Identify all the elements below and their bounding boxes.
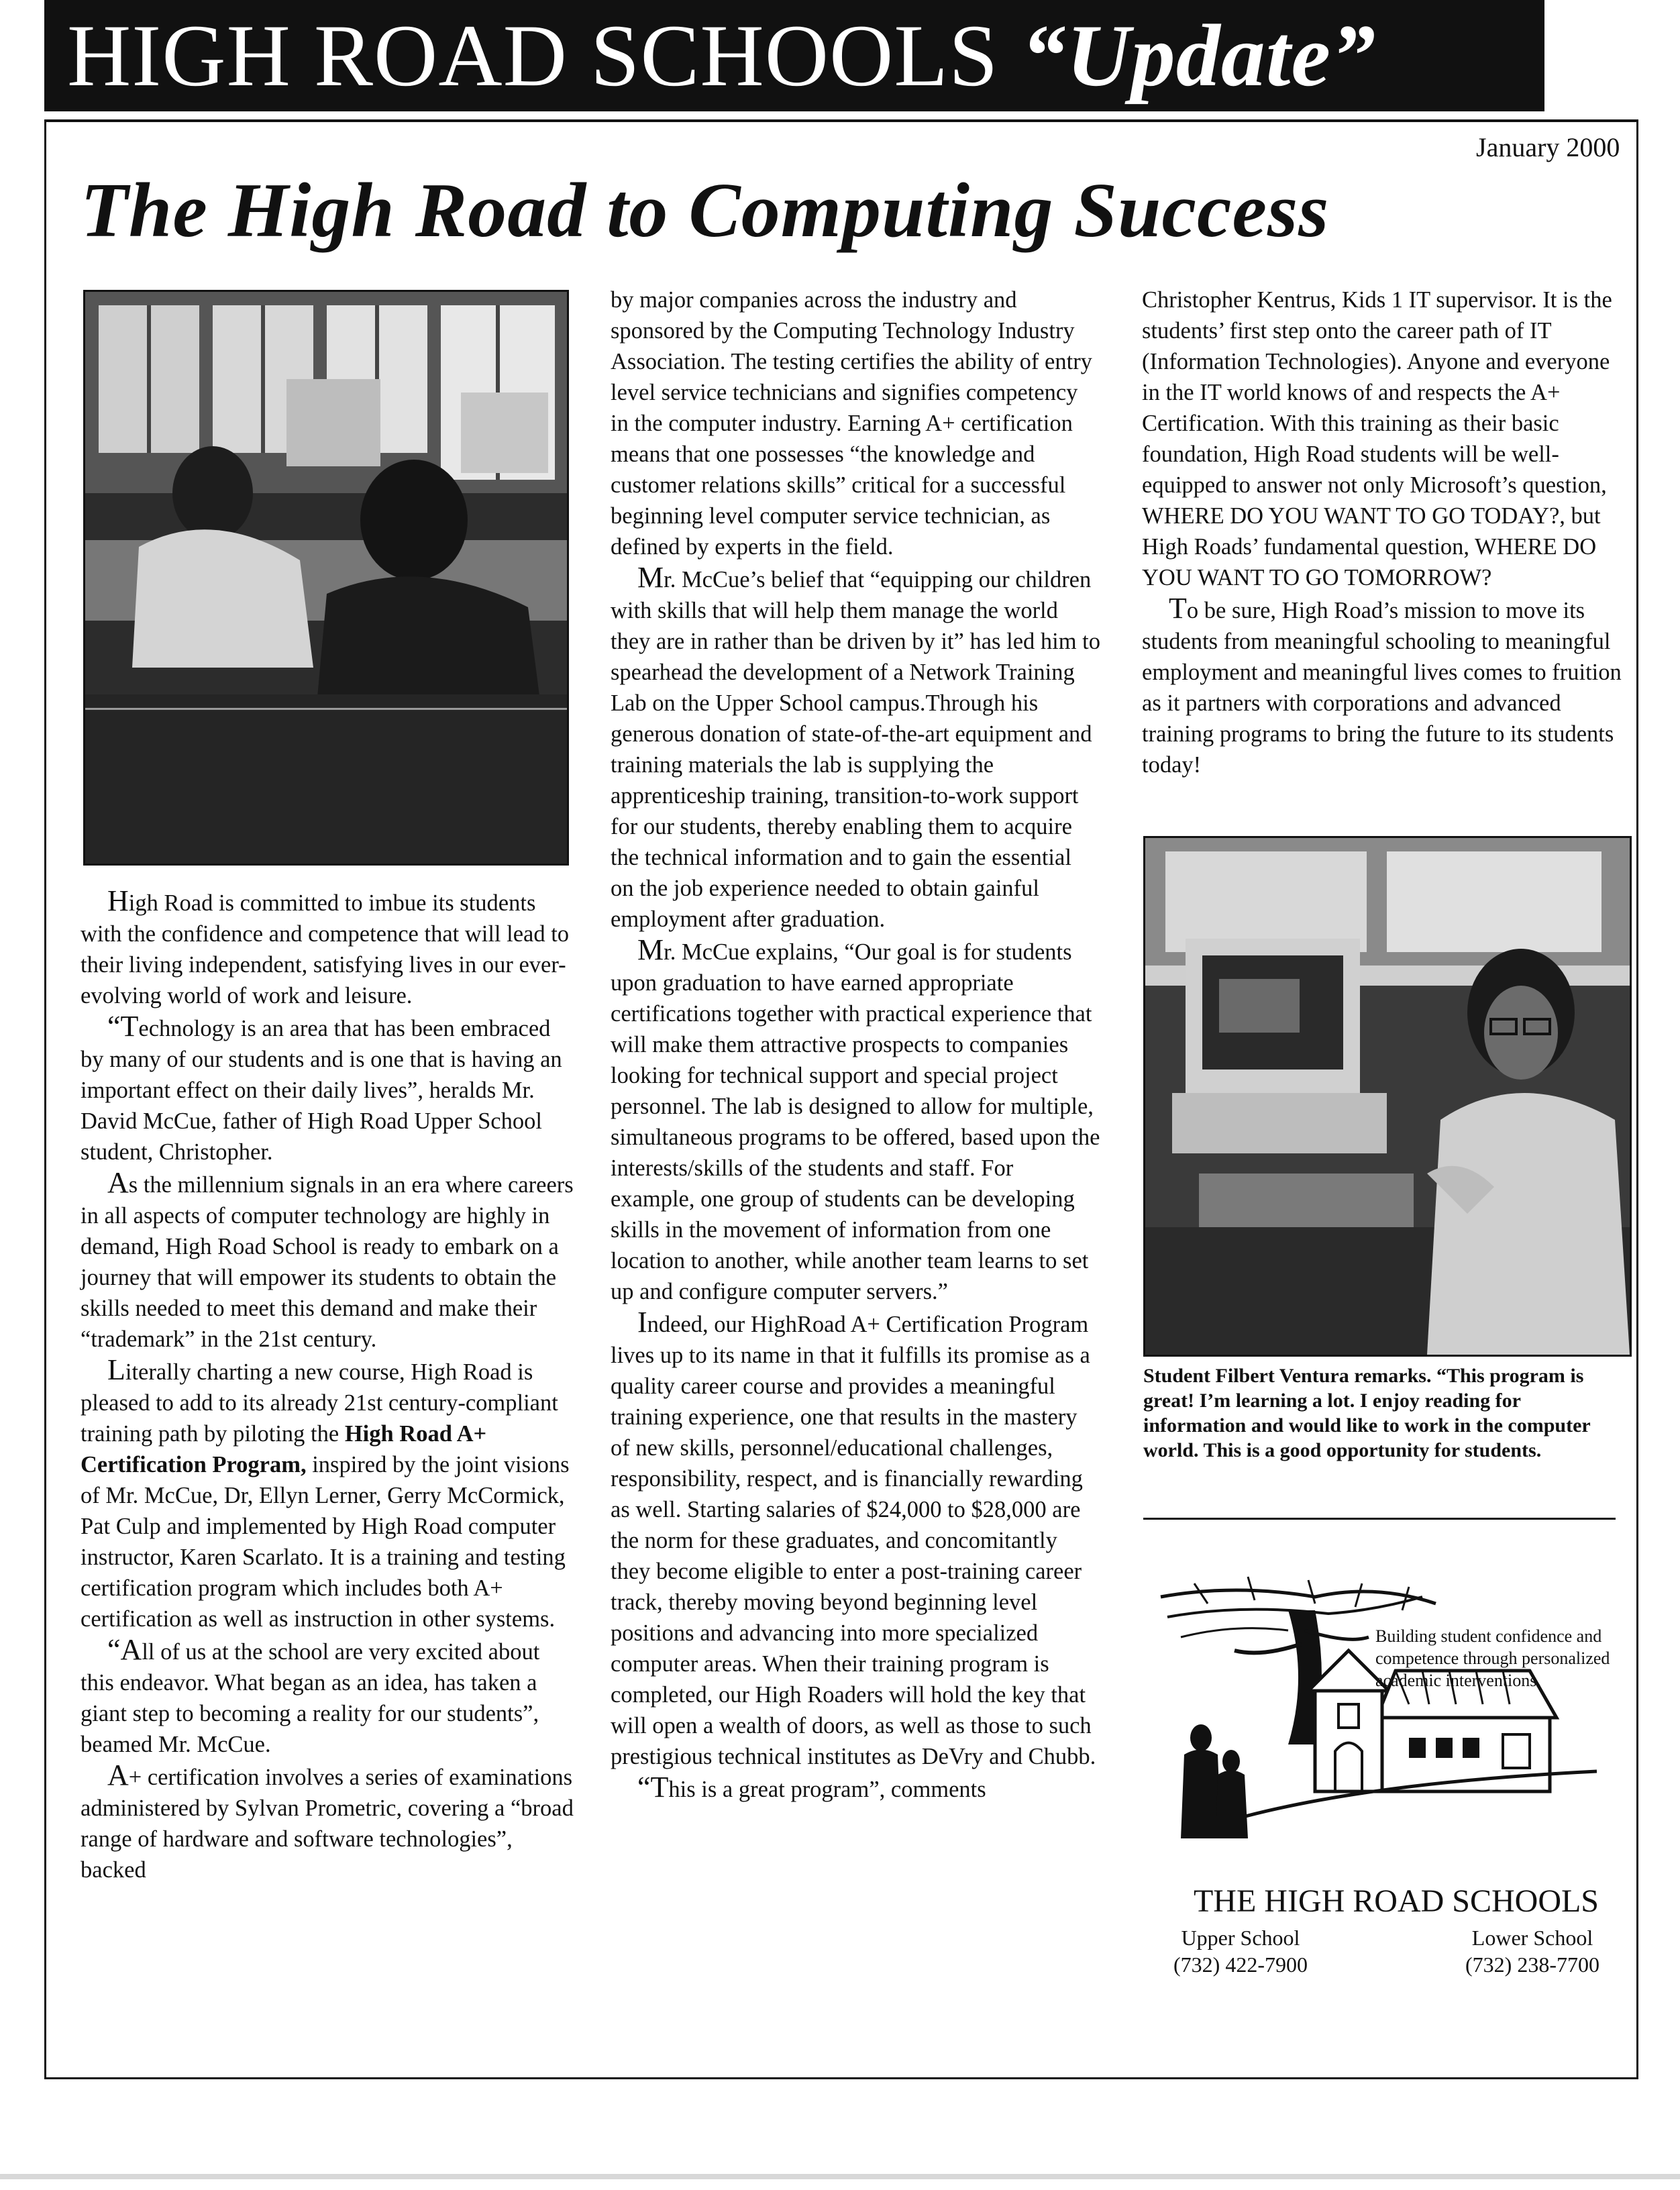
school-name: THE HIGH ROAD SCHOOLS [1193, 1883, 1599, 1919]
paragraph: “Technology is an area that has been embraced by many of our students and is one that is having an important effect on their daily lives”, heralds Mr. David McCue, father of High Road Upper School student, Christopher. [81, 1010, 562, 1165]
paragraph: As the millennium signals in an era where careers in all aspects of computer technology are highly in demand, High Road School is ready to embark on a journey that will empower its students to obtain the skills needed to meet this demand and make their “trademark” in the 21st century. [81, 1166, 574, 1352]
schoolhouse-tree-icon [1154, 1570, 1624, 1879]
headline: The High Road to Computing Success [81, 168, 1330, 254]
divider [1143, 1518, 1616, 1520]
masthead-update: “Update” [1021, 6, 1377, 105]
student-photo [1143, 836, 1632, 1357]
paragraph: Indeed, our HighRoad A+ Certification Program lives up to its name in that it fulfills its promise as a quality career course and provides a meaningful training experience, one that results in the mastery of new skills, personnel/educational challenges, responsibility, respect, and is financially rewarding as well. Starting salaries of $24,000 to $28,000 are the norm for these graduates, and concomitantly they become eligible to enter a post-training career track, thereby moving beyond beginning level positions and advancing into more specialized computer areas. When their training program is completed, our High Roaders will hold the key that will open a wealth of doors, as well as those to such prestigious technical institutes as DeVry and Chubb. [611, 1306, 1096, 1769]
photo-caption: Student Filbert Ventura remarks. “This program is great! I’m learning a lot. I enjoy reading for information and would like to work in the computer world. This is a good opportunity for students. [1143, 1365, 1591, 1461]
scan-edge [0, 2174, 1680, 2179]
paragraph: To be sure, High Road’s mission to move its students from meaningful schooling to meaningful employment and meaningful lives comes to fruition as it partners with corporations and advanced training programs to bring the future to its students today! [1142, 592, 1622, 778]
paragraph: Mr. McCue’s belief that “equipping our children with skills that will help them manage the world they are in rather than be driven by it” has led him to spearhead the development of a Network Training Lab on the Upper School campus.Through his generous donation of state-of-the-art equipment and training materials the lab is supplying the apprenticeship training, transition-to-work support for our students, thereby enabling them to acquire the technical information and to gain the essential on the job experience needed to obtain gainful employment after graduation. [611, 561, 1101, 932]
paragraph: Christopher Kentrus, Kids 1 IT supervisor. It is the students’ first step onto the career path of IT (Information Technologies). Anyone and everyone in the IT world knows of and respects the A+ Certification. With this training as their basic foundation, High Road students will be well-equipped to answer not only Microsoft’s question, WHERE DO YOU WANT TO GO TODAY?, but High Roads’ fundamental question, WHERE DO YOU WANT TO GO TOMORROW? [1142, 287, 1612, 590]
lower-school-contact [1452, 1924, 1613, 1978]
paragraph: “All of us at the school are very excited about this endeavor. What began as an idea, has taken a giant step to becoming a reality for our students”, beamed Mr. McCue. [81, 1633, 540, 1757]
paragraph: Mr. McCue explains, “Our goal is for students upon graduation to have earned appropriate certifications together with practical experience that will make them attractive prospects to companies looking for technical support and special project personnel. The lab is designed to allow for multiple, simultaneous programs to be offered, based upon the interests/skills of the students and staff. For example, one group of students can be developing skills in the movement of information from one location to another, while another team learns to set up and configure computer servers.” [611, 933, 1100, 1304]
lower-school-label: Lower School [1471, 1926, 1593, 1950]
upper-school-contact [1157, 1924, 1324, 1978]
issue-date: January 2000 [1476, 132, 1620, 162]
masthead [44, 0, 1544, 111]
program-name: High Road A+ Certification Program, [81, 1421, 487, 1477]
paragraph: “This is a great program”, comments [637, 1771, 986, 1804]
logo-tagline: Building student confidence and competence through personalized academic interventions. [1375, 1626, 1610, 1690]
paragraph: by major companies across the industry and sponsored by the Computing Technology Industry Association. The testing certifies the ability of entry level service technicians and signifies competency in the computer industry. Earning A+ certification means that one possesses “the knowledge and customer relations skills” critical for a successful beginning level computer service technician, as defined by experts in the field. [611, 287, 1092, 560]
upper-school-phone: (732) 422-7900 [1173, 1952, 1308, 1977]
student-photo-graphic [1145, 838, 1630, 1355]
paragraph: Literally charting a new course, High Road is pleased to add to its already 21st century-compliant training path by piloting the High Road A+ Certification Program, inspired by the joint visions of Mr. McCue, Dr, Ellyn Lerner, Gerry McCormick, Pat Culp and implemented by High Road computer instructor, Karen Scarlato. It is a training and testing certification program which includes both A+ certification as well as instruction in other systems. [81, 1353, 570, 1632]
article-column-1 [81, 886, 577, 1885]
classroom-photo-graphic [85, 292, 567, 864]
paragraph: A+ certification involves a series of examinations administered by Sylvan Prometric, covering a “broad range of hardware and software technologies”, backed [81, 1759, 574, 1883]
classroom-photo [83, 290, 569, 866]
paragraph: High Road is committed to imbue its students with the confidence and competence that will lead to their living independent, satisfying lives in our ever-evolving world of work and leisure. [81, 884, 570, 1008]
article-column-3 [1142, 284, 1625, 780]
school-logo [1154, 1570, 1624, 1879]
masthead-title: HIGH ROAD SCHOOLS “Update” [67, 6, 1377, 105]
lower-school-phone: (732) 238-7700 [1465, 1952, 1599, 1977]
article-column-2 [611, 284, 1100, 1805]
upper-school-label: Upper School [1181, 1926, 1300, 1950]
